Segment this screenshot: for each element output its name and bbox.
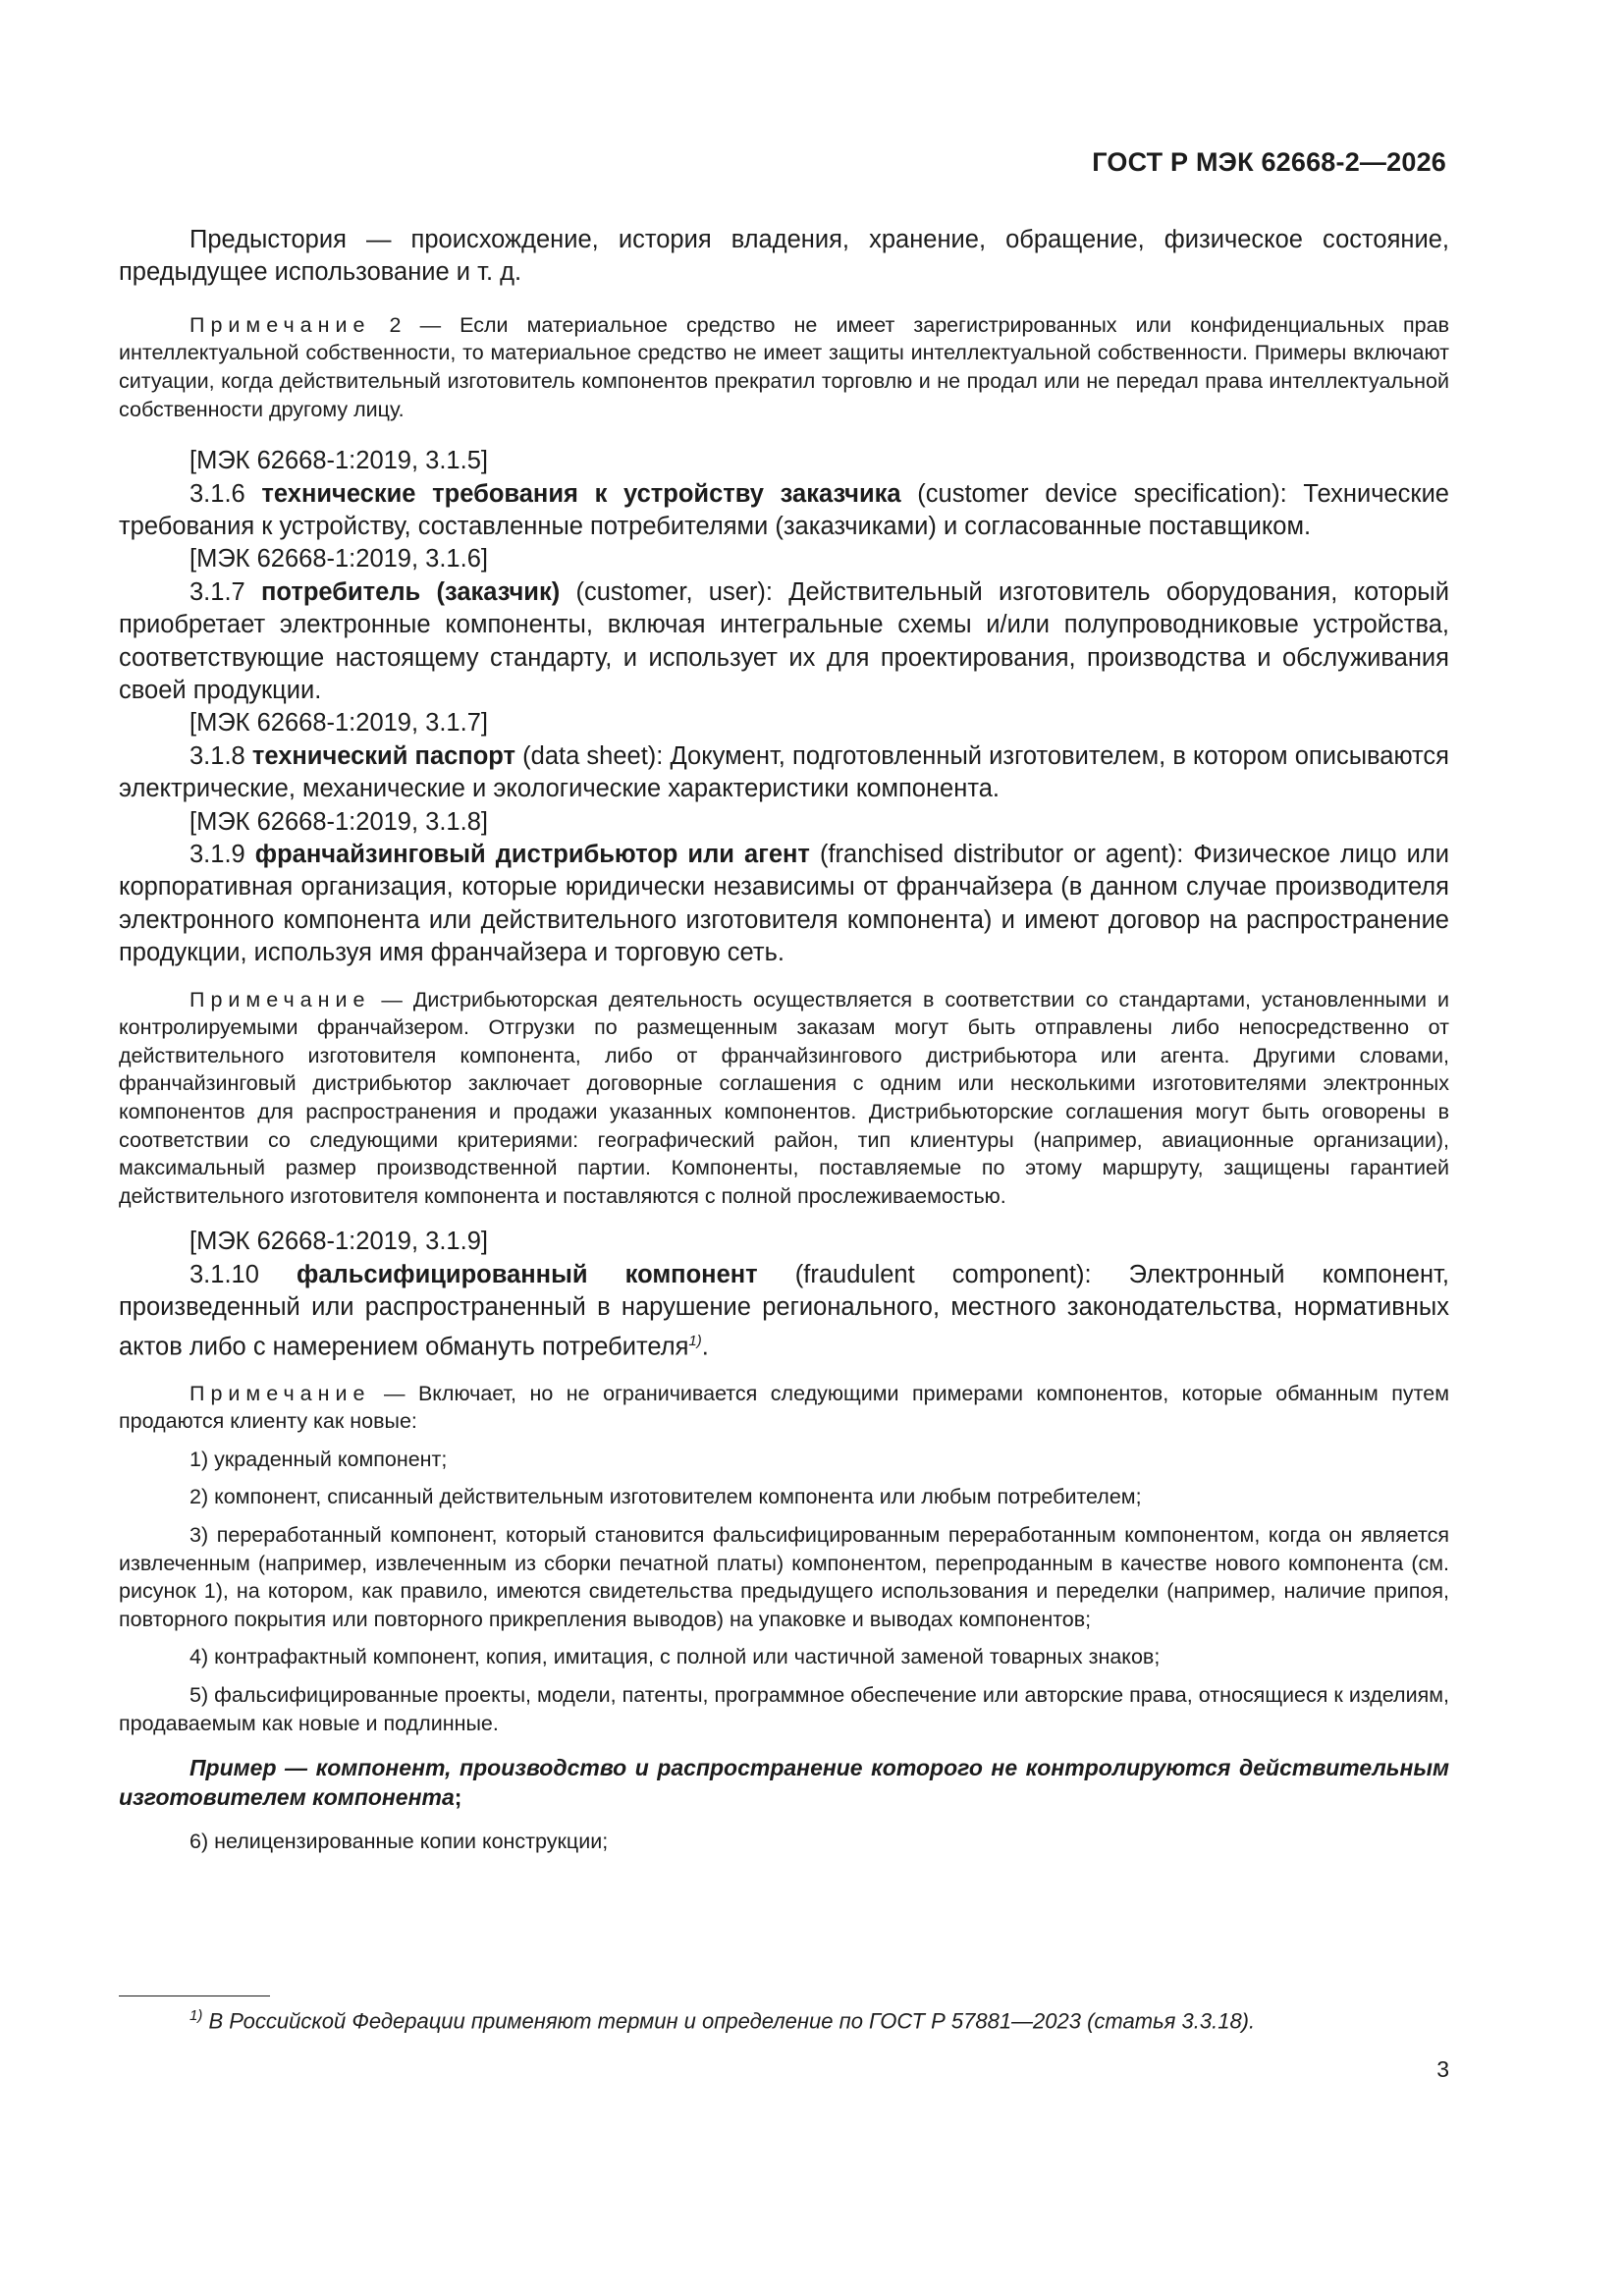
example-end: ; [454, 1784, 462, 1811]
note-label: Примечание [189, 1381, 371, 1405]
term-definition: (customer device specification): Технические требования к устройству, составленные потребителями (заказчиками) и согласованные поставщиком. [119, 479, 1449, 540]
list-item: 3) переработанный компонент, который становится фальсифицированным переработанным компонентом, когда он является извлеченным (например, извлеченным из сборки печатной платы) компонентом, перепроданным в качестве нового компонента (см. рисунок 1), на котором, как правило, имеются свидетельства предыдущего использования и переделки (например, наличие припоя, повторного покрытия или повторного прикрепления выводов) на упаковке и выводах компонентов; [119, 1522, 1449, 1631]
note-franchise [119, 986, 1449, 1211]
document-header: ГОСТ Р МЭК 62668-2—2026 [1092, 147, 1446, 177]
list-item: 6) нелицензированные копии конструкции; [189, 1830, 609, 1854]
note-2 [119, 311, 1449, 423]
term-3-1-7 [119, 576, 1449, 708]
term-number: 3.1.9 [189, 841, 255, 869]
term-3-1-8 [119, 740, 1449, 806]
list-item: 5) фальсифицированные проекты, модели, патенты, программное обеспечение или авторские права, относящиеся к изделиям, продаваемым как новые и подлинные. [119, 1682, 1449, 1735]
reference-3-1-8: [МЭК 62668-1:2019, 3.1.8] [189, 807, 488, 836]
term-name: технические требования к устройству заказчика [261, 479, 901, 508]
reference-3-1-7: [МЭК 62668-1:2019, 3.1.7] [189, 709, 488, 738]
term-definition: (franchised distributor or agent): Физическое лицо или корпоративная организация, которые юридически независимы от франчайзера (в данном случае производителя электронного компонента или действительного изготовителя компонента) и имеют договор на распространение продукции, используя имя франчайзера и торговую сеть. [119, 841, 1450, 967]
reference-3-1-9: [МЭК 62668-1:2019, 3.1.9] [189, 1228, 488, 1256]
footnote [189, 2001, 1456, 2036]
page-number: 3 [1436, 2056, 1449, 2082]
term-number: 3.1.6 [189, 479, 262, 508]
paragraph-provenance: Предыстория — происхождение, история владения, хранение, обращение, физическое состояние, предыдущее использование и т. д. [119, 226, 1449, 287]
note-text: — Дистрибьюторская деятельность осуществляется в соответствии со стандартами, установленными и контролируемыми франчайзером. Отгрузки по размещенным заказам могут быть отправлены либо непосредственно от действительного изготовителя компонента, либо от франчайзингового дистрибьютора или агента. Другими словами, франчайзинговый дистрибьютор заключает договорные соглашения с одним или несколькими изготовителями электронных компонентов для распространения и продажи указанных компонентов. Дистрибьюторские соглашения могут быть оговорены в соответствии со следующими критериями: географический район, тип клиентуры (например, авиационные организации), максимальный размер производственной партии. Компоненты, поставляемые по этому маршруту, защищены гарантией действительного изготовителя компонента и поставляются с полной прослеживаемостью. [119, 987, 1449, 1208]
example-text [119, 1753, 1449, 1812]
term-3-1-10 [119, 1259, 1449, 1364]
note-fraudulent [119, 1380, 1449, 1436]
term-definition: (fraudulent component): Электронный компонент, произведенный или распространенный в нарушение регионального, местного законодательства, нормативных актов либо с намерением обмануть потребителя [119, 1260, 1449, 1361]
term-3-1-9 [119, 839, 1449, 970]
footnote-divider [119, 1995, 270, 1996]
footnote-ref[interactable]: 1) [688, 1332, 702, 1349]
term-name: франчайзинговый дистрибьютор или агент [254, 841, 810, 869]
term-number: 3.1.8 [189, 741, 252, 770]
term-number: 3.1.7 [189, 577, 261, 606]
term-definition: (customer, user): Действительный изготовитель оборудования, который приобретает электронные компоненты, включая интегральные схемы и/или полупроводниковые устройства, соответствующие настоящему стандарту, и использует их для проектирования, производства и обслуживания своей продукции. [119, 577, 1449, 705]
list-item: 4) контрафактный компонент, копия, имитация, с полной или частичной заменой товарных знаков; [189, 1645, 1161, 1669]
term-definition: (data sheet): Документ, подготовленный изготовителем, в котором описываются электрические, механические и экологические характеристики компонента. [119, 741, 1449, 803]
term-number: 3.1.10 [189, 1260, 298, 1288]
reference-3-1-5: [МЭК 62668-1:2019, 3.1.5] [189, 447, 488, 475]
list-item: 2) компонент, списанный действительным изготовителем компонента или любым потребителем; [189, 1485, 1142, 1509]
document-body [119, 224, 1449, 1856]
term-3-1-6 [119, 478, 1449, 544]
term-name: фальсифицированный компонент [297, 1260, 758, 1288]
list-item: 1) украденный компонент; [189, 1447, 448, 1471]
term-name: технический паспорт [251, 741, 516, 770]
note-text: — Включает, но не ограничивается следующими примерами компонентов, которые обманным путем продаются клиенту как новые: [119, 1381, 1449, 1434]
reference-3-1-6: [МЭК 62668-1:2019, 3.1.6] [189, 545, 488, 574]
footnote-text: В Российской Федерации применяют термин и определение по ГОСТ Р 57881—2023 (статья 3.3.18). [202, 2008, 1256, 2034]
example-body: Пример — компонент, производство и распространение которого не контролируются действительным изготовителем компонента [119, 1755, 1449, 1811]
note-text: 2 — Если материальное средство не имеет зарегистрированных или конфиденциальных прав интеллектуальной собственности, то материальное средство не имеет защиты интеллектуальной собственности. Примеры включают ситуации, когда действительный изготовитель компонентов прекратил торговлю и не продал или не передал права интеллектуальной собственности другому лицу. [119, 312, 1449, 421]
note-label: Примечание [189, 987, 371, 1011]
term-name: потребитель (заказчик) [261, 577, 561, 606]
term-end: . [701, 1333, 709, 1361]
footnote-mark: 1) [189, 2007, 203, 2024]
note-label: Примечание [189, 312, 371, 337]
